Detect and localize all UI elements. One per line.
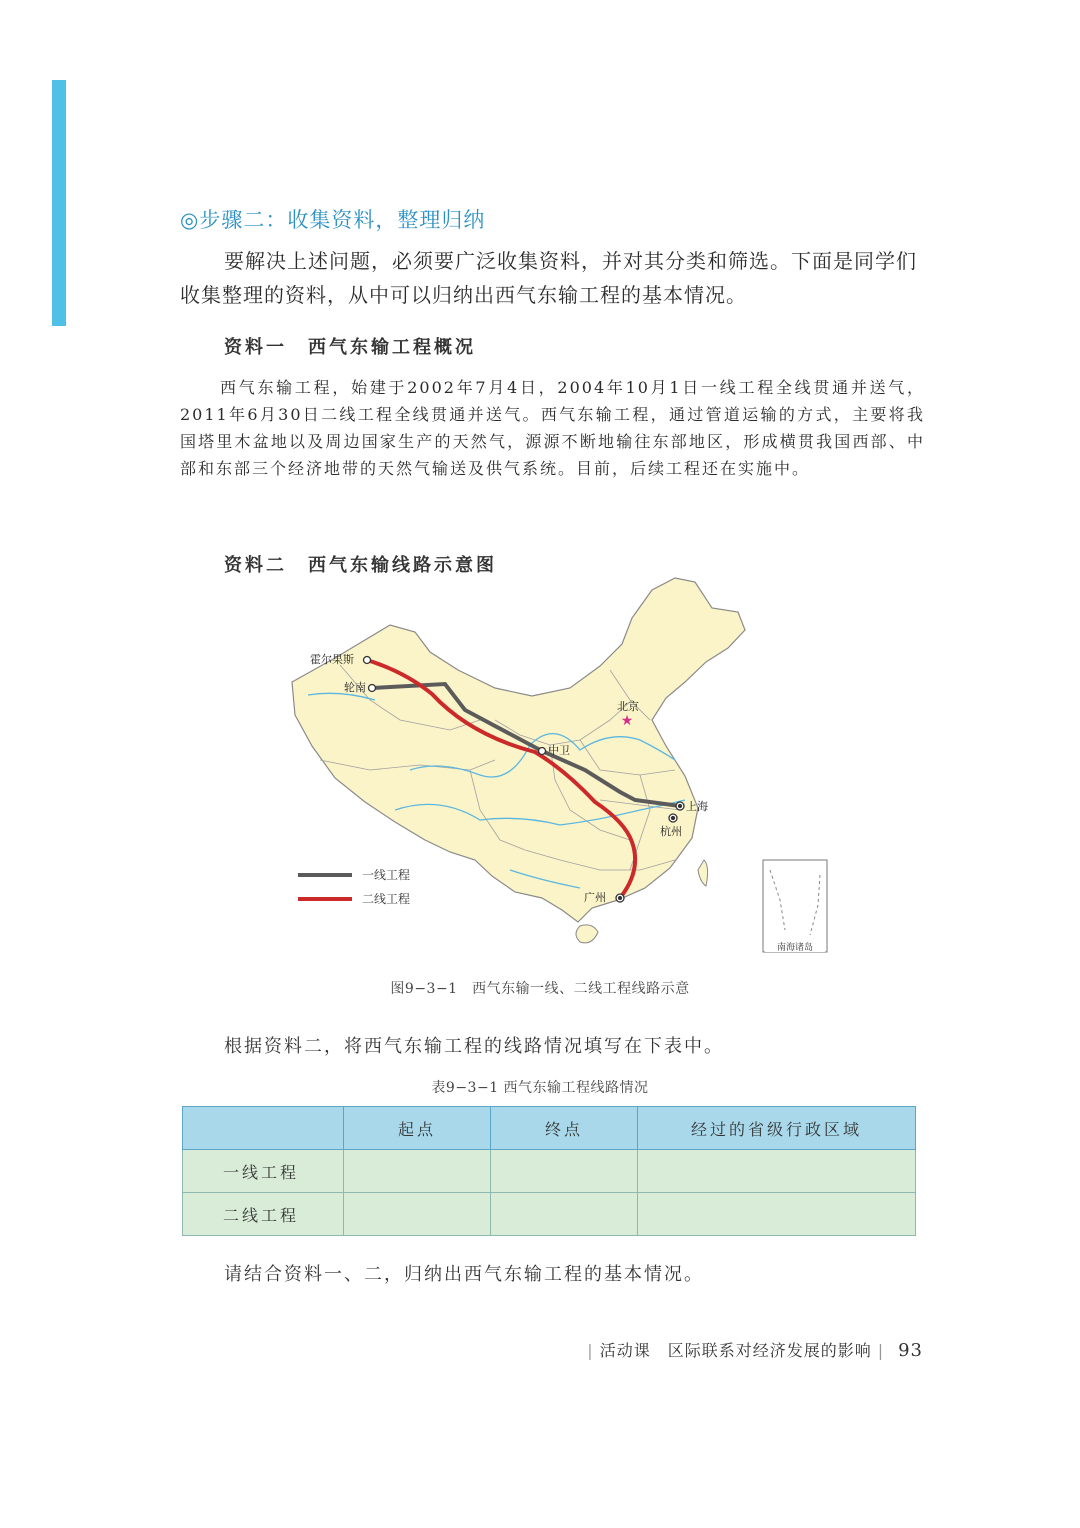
row-label-line2: 二线工程	[183, 1193, 344, 1236]
material2-heading: 资料二 西气东输线路示意图	[224, 555, 497, 576]
page-number: 93	[898, 1340, 923, 1361]
legend-line2-label: 二线工程	[362, 892, 411, 906]
city-guangzhou: 广州	[584, 891, 606, 904]
footer-chapter: 活动课 区际联系对经济发展的影响	[599, 1341, 872, 1360]
instruction-2: 请结合资料一、二，归纳出西气东输工程的基本情况。	[224, 1264, 704, 1285]
inset-label: 南海诸岛	[776, 943, 814, 953]
city-shanghai: 上海	[686, 800, 708, 813]
cell-line1-start[interactable]	[344, 1150, 491, 1193]
table-header-row	[183, 1107, 916, 1150]
route-table	[182, 1106, 916, 1236]
pipeline-map	[280, 570, 840, 960]
material1-heading: 资料一 西气东输工程概况	[224, 337, 476, 358]
section-title: ◎步骤二：收集资料，整理归纳	[180, 208, 486, 232]
table-header-end: 终点	[491, 1107, 638, 1150]
beijing-star: ★	[620, 713, 634, 729]
table-header-regions: 经过的省级行政区域	[638, 1107, 916, 1150]
instruction-1: 根据资料二，将西气东输工程的线路情况填写在下表中。	[224, 1036, 724, 1057]
city-zhongwei: 中卫	[548, 744, 570, 757]
page-footer: | 活动课 区际联系对经济发展的影响 | 93	[587, 1340, 923, 1361]
material1-body: 西气东输工程，始建于2002年7月4日，2004年10月1日一线工程全线贯通并送气，2011年6月30日二线工程全线贯通并送气。西气东输工程，通过管道运输的方式，主要将我国塔里木盆地以及周边国家生产的天然气，源源不断地输往东部地区，形成横贯我国西部、中部和东部三个经济地带的天然气输送及供气系统。目前，后续工程还在实施中。	[180, 378, 925, 478]
cell-line2-start[interactable]	[344, 1193, 491, 1236]
figure-caption: 图9−3−1 西气东输一线、二线工程线路示意	[390, 981, 690, 997]
cell-line1-regions[interactable]	[638, 1150, 916, 1193]
row-label-line1: 一线工程	[183, 1150, 344, 1193]
table-header-blank	[183, 1107, 344, 1150]
china-map-svg	[280, 570, 840, 960]
china-land	[292, 578, 745, 922]
cell-line2-end[interactable]	[491, 1193, 638, 1236]
table-row	[183, 1193, 916, 1236]
table-caption: 表9−3−1 西气东输工程线路情况	[431, 1080, 649, 1096]
hainan-island	[576, 925, 598, 943]
city-hangzhou: 杭州	[660, 825, 682, 838]
cell-line2-regions[interactable]	[638, 1193, 916, 1236]
intro-paragraph: 要解决上述问题，必须要广泛收集资料，并对其分类和筛选。下面是同学们收集整理的资料，从中可以归纳出西气东输工程的基本情况。	[180, 249, 917, 307]
taiwan-island	[698, 860, 708, 886]
side-accent-bar	[52, 80, 66, 326]
city-lunnan: 轮南	[344, 681, 366, 694]
table-header-start: 起点	[344, 1107, 491, 1150]
legend-line1-label: 一线工程	[362, 868, 411, 882]
table-row	[183, 1150, 916, 1193]
city-beijing: 北京	[617, 700, 639, 713]
cell-line1-end[interactable]	[491, 1150, 638, 1193]
city-huoerguosi: 霍尔果斯	[310, 653, 354, 666]
